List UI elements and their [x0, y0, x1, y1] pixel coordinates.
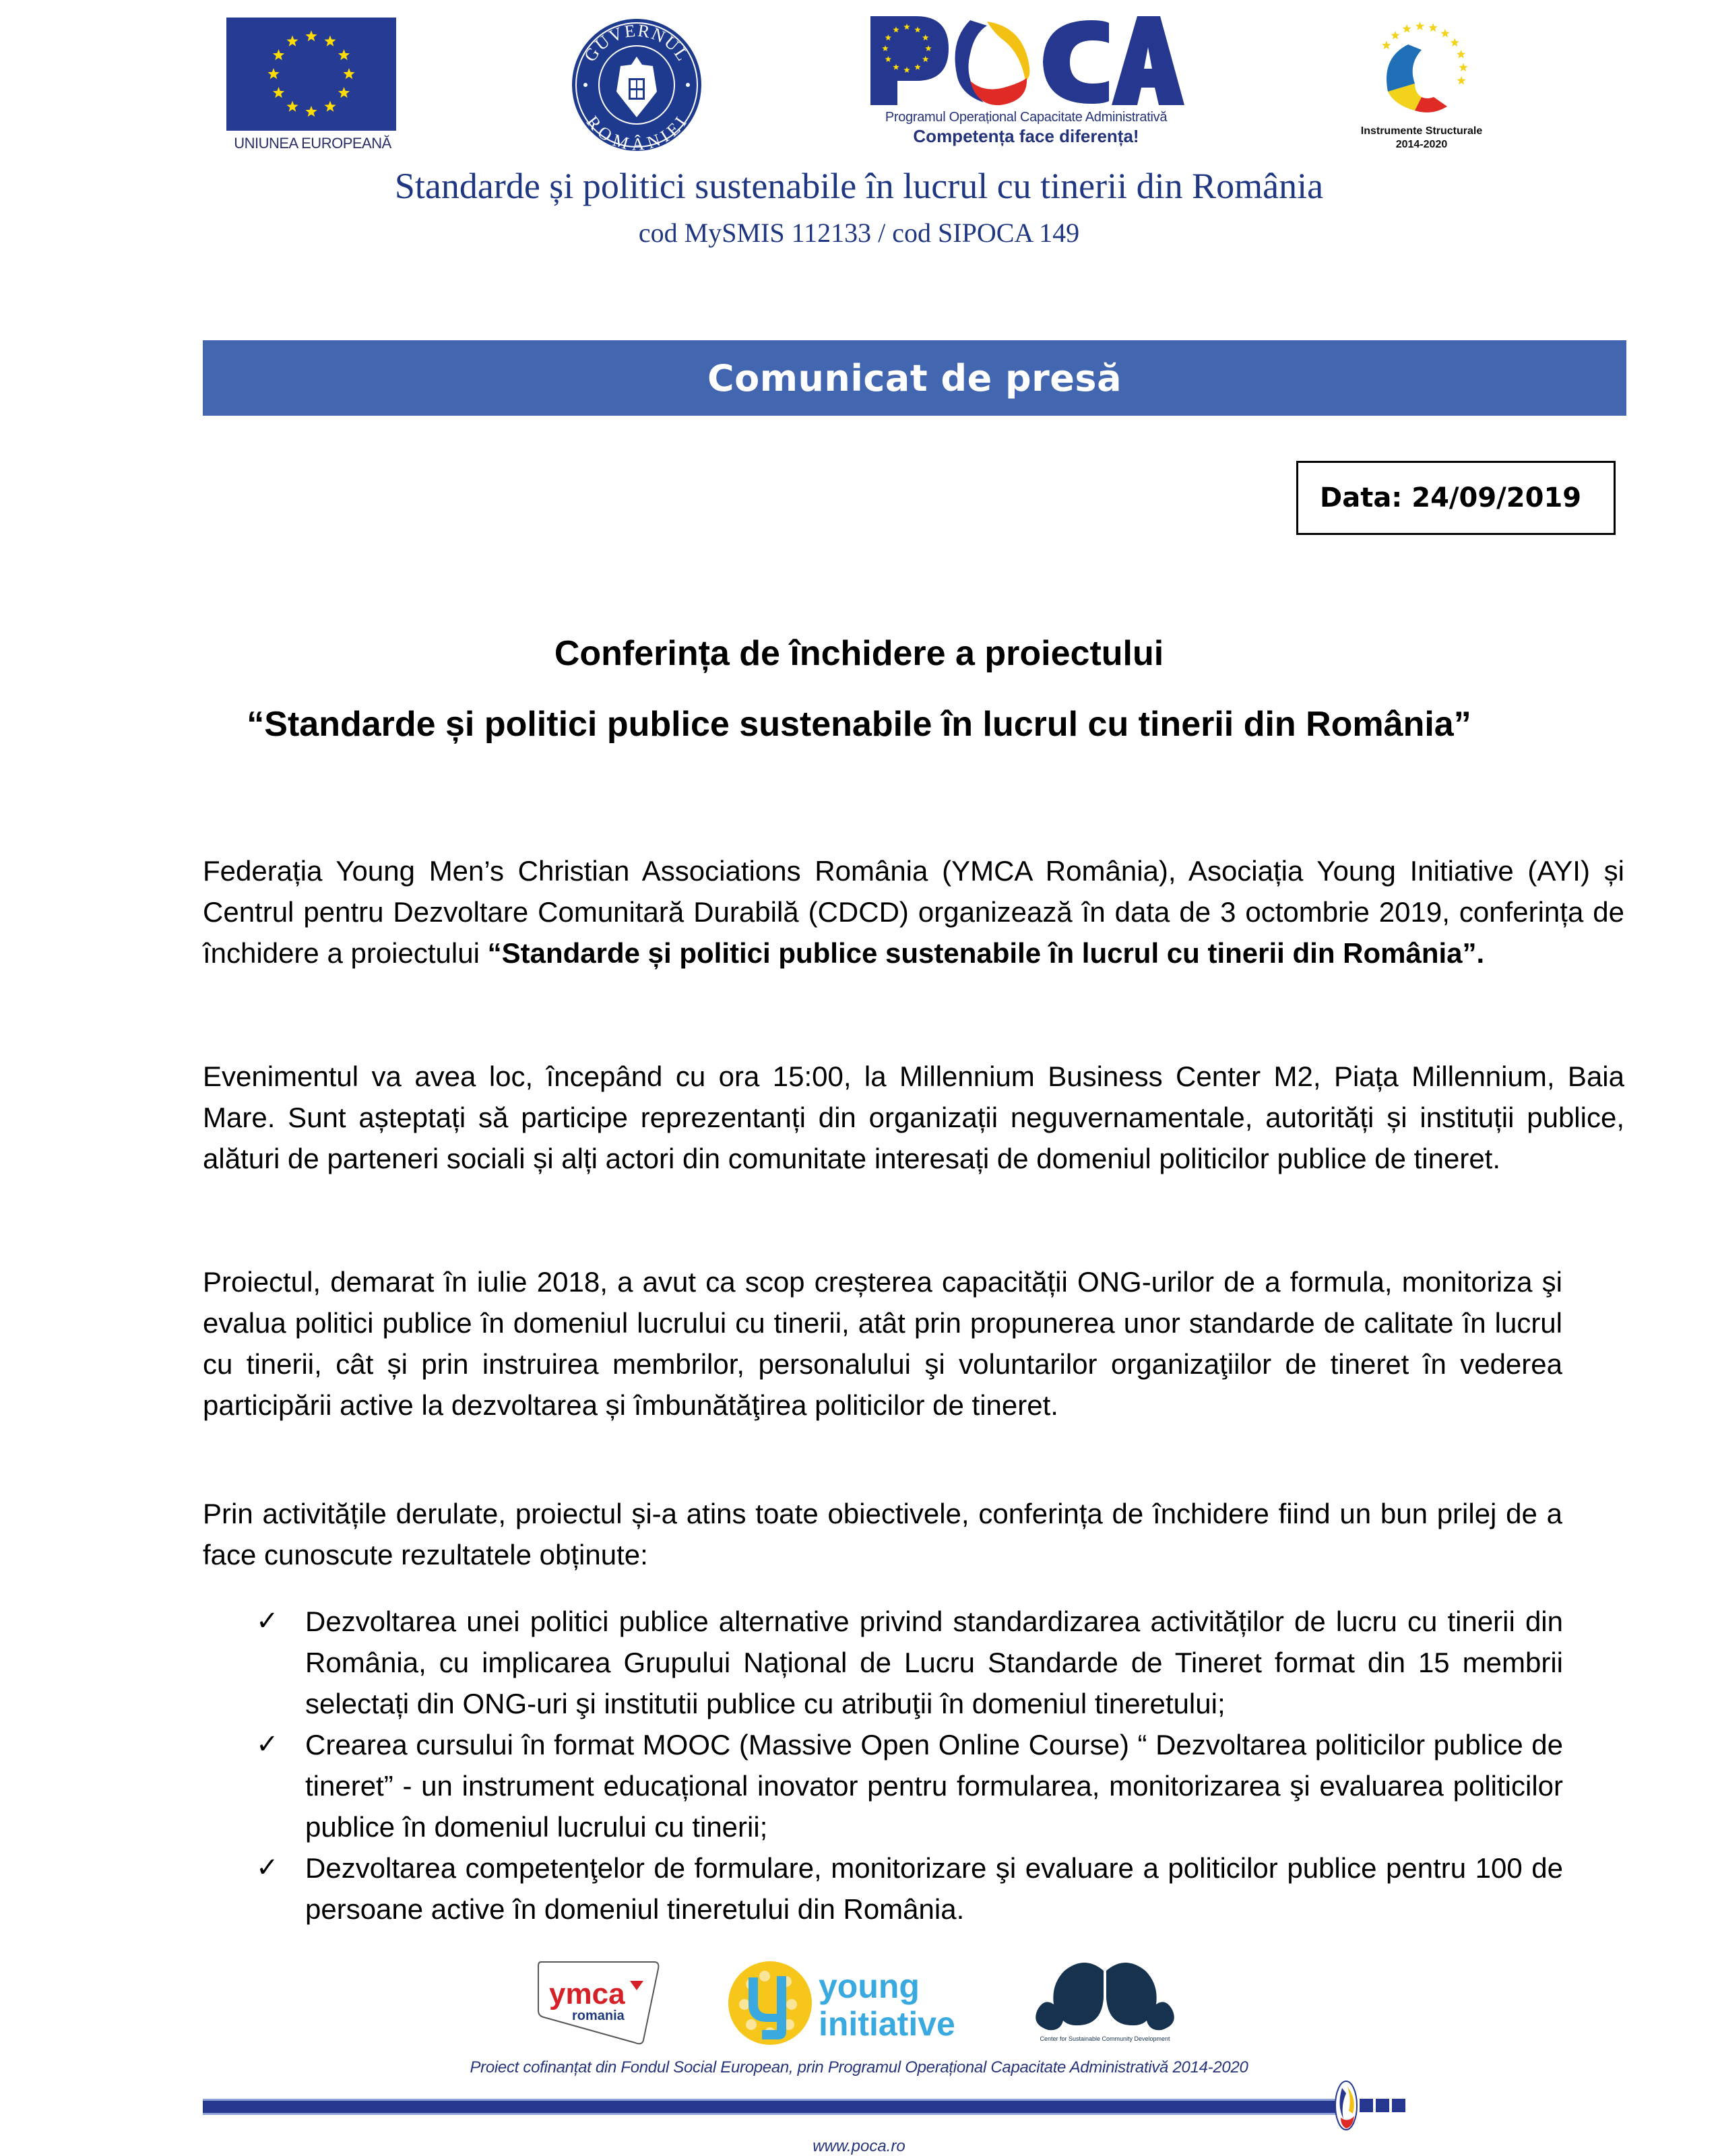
structural-instruments-title: Instrumente Structurale — [1360, 125, 1483, 137]
structural-instruments-years: 2014-2020 — [1395, 139, 1448, 150]
cdcd-caption: Center for Sustainable Community Development — [1040, 2035, 1170, 2042]
checkmark-icon: ✓ — [256, 1606, 279, 1636]
headline-line-1: Conferința de închidere a proiectului — [554, 634, 1164, 673]
star-icon — [324, 36, 336, 46]
star-icon — [1382, 41, 1391, 50]
list-item-text: Crearea cursului în format MOOC (Massive Open Online Course) “ Dezvoltarea politicilor publice de tineret” - un instrument educațional inovator pentru formularea, monitorizarea şi evaluarea politicilor publice în domeniul lucrului cu tinerii; — [305, 1729, 1563, 1843]
star-icon — [1440, 29, 1449, 38]
poca-logo — [869, 13, 1186, 108]
paragraph-event-details: Evenimentul va avea loc, începând cu ora 15:00, la Millennium Business Center M2, Piața Millennium, Baia Mare. Sunt așteptați să participe reprezentanți din organizații neguvernamentale, autorități și instituții publice, alături de parteneri sociali și alți actori din comunitate interesați de domeniul politicilor publice de tineret. — [203, 1060, 1624, 1174]
results-list — [256, 1601, 1563, 1930]
eu-label: UNIUNEA EUROPEANĂ — [234, 135, 391, 152]
list-item-text: Dezvoltarea unei politici publice alternative privind standardizarea activităților de lucru cu tinerii din România, cu implicarea Grupului Național de Lucru Standarde de Tineret format din 15 membrii selectați din ONG-uri şi institutii publice cu atribuţii în domeniul tineretului; — [305, 1606, 1563, 1719]
poca-program-name: Programul Operațional Capacitate Administrativă — [885, 110, 1168, 125]
star-icon — [1459, 63, 1467, 71]
star-icon — [305, 30, 317, 41]
ymca-romania-logo — [529, 1959, 664, 2047]
star-icon — [1429, 23, 1438, 32]
butterfly-icon — [1036, 1963, 1174, 2030]
star-icon — [338, 49, 350, 60]
list-item-text: Dezvoltarea competenţelor de formulare, monitorizare şi evaluare a politicilor publice pentru 100 de persoane active în domeniul tineretului din România. — [305, 1852, 1563, 1925]
eu-stars-icon — [226, 18, 396, 131]
paragraph-organizers — [203, 850, 1624, 974]
star-icon — [1457, 50, 1465, 59]
paragraph-project-scope: Proiectul, demarat în iulie 2018, a avut ca scop creșterea capacității ONG-urilor de a formula, monitoriza şi evalua politici publice în domeniul lucrului cu tinerii, atât prin propunerea unor standarde de calitate în lucrul cu tinerii, cât și prin instruirea membrilor, personalului şi voluntarilor organizaţiilor de tineret în vederea participării active la dezvoltarea și îmbunătăţirea politicilor de tineret. — [203, 1266, 1562, 1421]
star-icon — [1403, 24, 1411, 33]
paragraph-organizers-project-name: “Standarde și politici publice sustenabile în lucrul cu tinerii din România” — [487, 937, 1477, 969]
young-initiative-line2: initiative — [819, 2005, 955, 2043]
poca-website-link[interactable]: www.poca.ro — [813, 2137, 905, 2155]
young-initiative-logo — [724, 1957, 960, 2052]
press-release-banner — [203, 340, 1626, 416]
project-code: cod MySMIS 112133 / cod SIPOCA 149 — [638, 218, 1080, 248]
star-icon — [273, 87, 284, 98]
list-item — [256, 1724, 1563, 1847]
star-icon — [305, 106, 317, 117]
paragraph-organizers-end: . — [1476, 937, 1485, 969]
star-icon — [343, 68, 354, 79]
project-title: Standarde și politici sustenabile în lucrul cu tinerii din România — [394, 166, 1324, 206]
checkmark-icon: ✓ — [256, 1853, 279, 1882]
star-icon — [1457, 76, 1465, 85]
star-icon — [1415, 22, 1424, 30]
headline-line-2: “Standarde și politici publice sustenabile în lucrul cu tinerii din România” — [247, 705, 1471, 744]
checkmark-icon: ✓ — [256, 1730, 279, 1759]
cdcd-logo — [1024, 1957, 1186, 2045]
poca-emblem-icon — [955, 20, 1030, 105]
star-icon — [1391, 31, 1399, 40]
date-label: Data: 24/09/2019 — [1320, 482, 1582, 513]
structural-instruments-logo — [1368, 18, 1475, 119]
star-icon — [273, 49, 284, 60]
seal-bottom-text: ROMÂNIEI — [582, 112, 691, 152]
footer-poca-emblem — [1334, 2079, 1408, 2132]
young-initiative-line1: young — [819, 1967, 920, 2005]
footer-divider — [203, 2099, 1338, 2115]
romanian-government-seal — [569, 18, 704, 152]
star-icon — [324, 101, 336, 112]
star-icon — [286, 36, 298, 46]
paragraph-organizers-text: Federația Young Men’s Christian Associations România (YMCA România), Asociația Young Initiative (AYI) și Centrul pentru Dezvoltare Comunitară Durabilă (CDCD) organizează în data de 3 octombrie 2019, conferința de închidere a proiectului — [203, 855, 1624, 969]
eu-flag-logo — [226, 18, 396, 131]
date-box — [1296, 461, 1616, 535]
poca-slogan: Competența face diferența! — [913, 126, 1139, 146]
paragraph-results-intro: Prin activitățile derulate, proiectul și-a atins toate obiectivele, conferința de închidere fiind un bun prilej de a face cunoscute rezultatele obținute: — [203, 1498, 1562, 1571]
ymca-wordmark: ymca — [549, 1977, 625, 2010]
star-icon — [338, 87, 350, 98]
seal-top-text: GUVERNUL — [580, 20, 693, 65]
structural-instruments-label — [1341, 125, 1502, 152]
ymca-country: romania — [572, 2008, 625, 2023]
press-release-title: Comunicat de presă — [707, 356, 1122, 400]
cofinancing-note: Proiect cofinanțat din Fondul Social European, prin Programul Operațional Capacitate Administrativă 2014-2020 — [470, 2058, 1248, 2076]
list-item — [256, 1601, 1563, 1724]
star-icon — [1451, 38, 1459, 46]
star-icon — [267, 68, 279, 79]
list-item — [256, 1847, 1563, 1930]
star-icon — [286, 101, 298, 112]
